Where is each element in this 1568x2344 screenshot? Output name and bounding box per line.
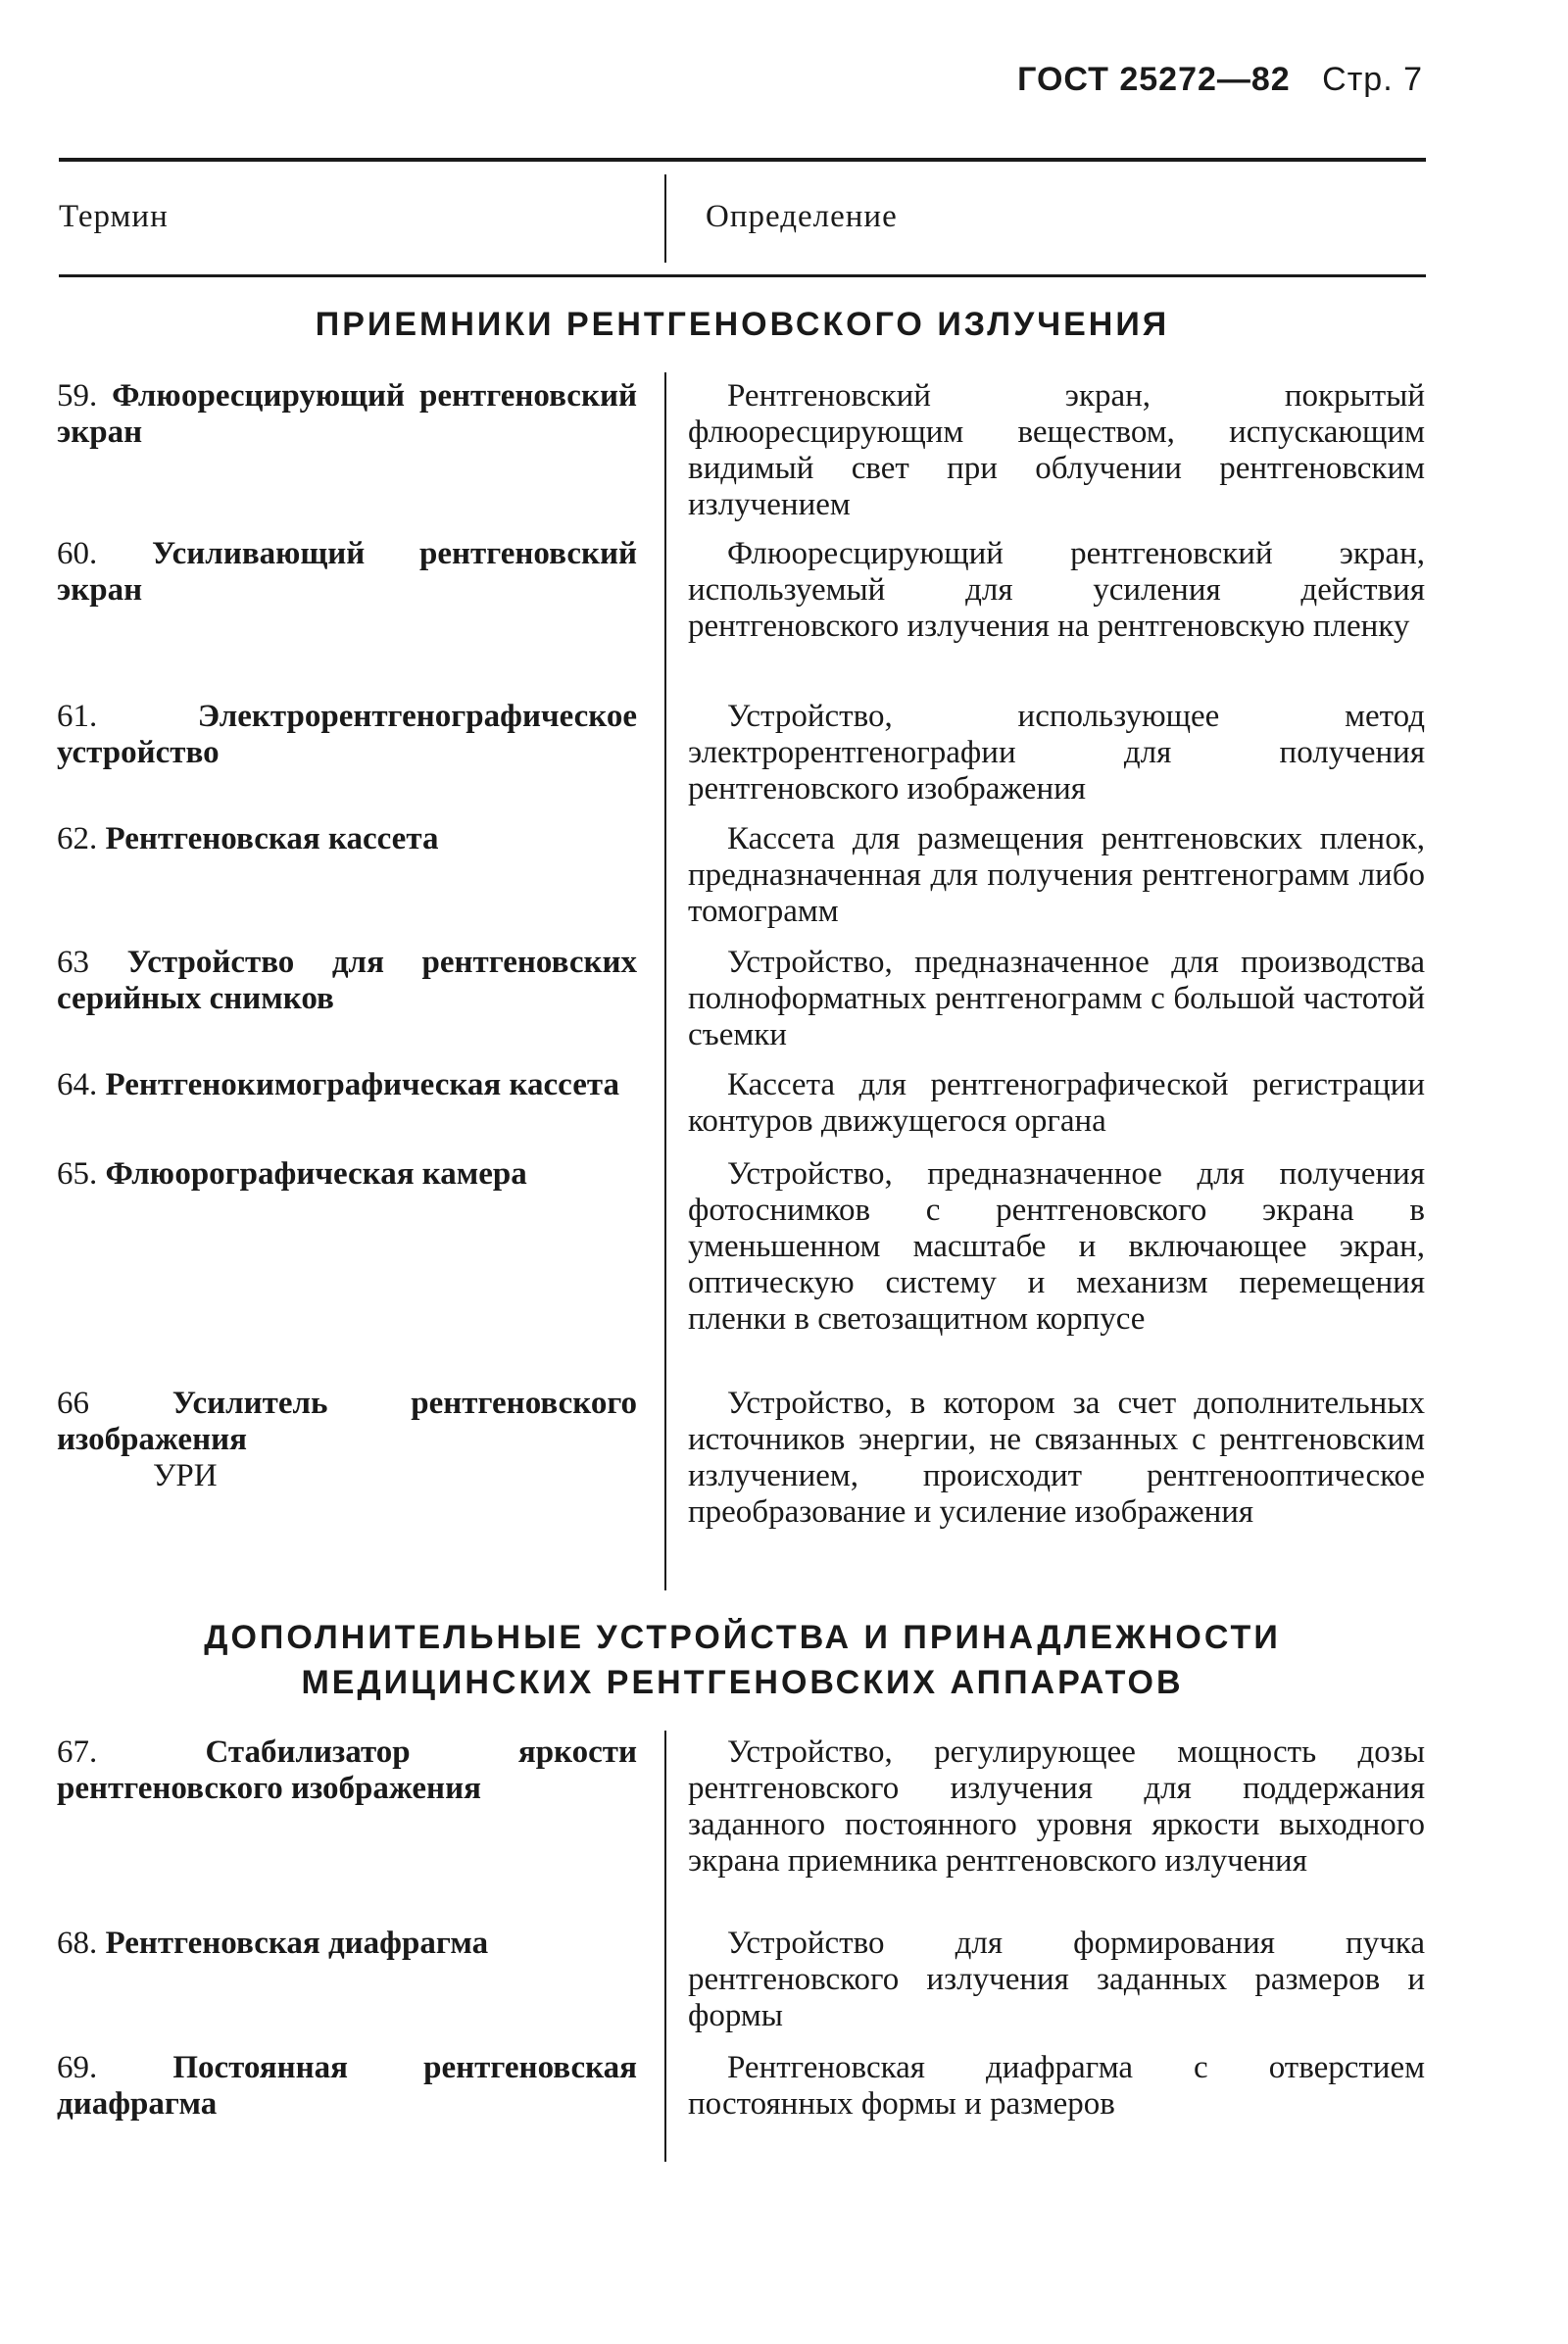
column-header-definition: Определение: [706, 199, 898, 234]
term-name: Стабилизатор яркости рентгеновского изображения: [57, 1734, 637, 1806]
section-title-line: ДОПОЛНИТЕЛЬНЫЕ УСТРОЙСТВА И ПРИНАДЛЕЖНОСТИ: [204, 1619, 1281, 1656]
table-header-rule: [59, 274, 1426, 277]
column-header-term: Термин: [59, 199, 169, 234]
term-number: 61.: [57, 699, 98, 734]
term-name: Рентгеновская диафрагма: [105, 1926, 489, 1961]
section-title: ПРИЕМНИКИ РЕНТГЕНОВСКОГО ИЗЛУЧЕНИЯ: [315, 306, 1170, 343]
column-divider: [664, 1731, 666, 2162]
term-number: 66: [57, 1386, 89, 1421]
section-title-line: МЕДИЦИНСКИХ РЕНТГЕНОВСКИХ АППАРАТОВ: [301, 1664, 1184, 1701]
term-entry: [57, 2050, 637, 2123]
term-definition: Устройство, предназначенное для производства полноформатных рентгенограмм с большой частотой съемки: [688, 945, 1425, 1052]
term-entry: [57, 699, 637, 771]
term-number: 63: [57, 945, 89, 980]
term-name: Флюоресцирующий рентгеновский экран: [57, 378, 637, 450]
term-name: Усиливающий рентгеновский экран: [57, 536, 638, 608]
term-definition: Устройство, использующее метод электрорентгенографии для получения рентгеновского изображения: [688, 699, 1425, 806]
term-number: 65.: [57, 1156, 98, 1192]
term-definition: Устройство, предназначенное для получения фотоснимков с рентгеновского экрана в уменьшенном масштабе и включающее экран, оптическую систему и механизм перемещения пленки в светозащитном корпусе: [688, 1156, 1425, 1337]
term-definition: Кассета для размещения рентгеновских пленок, предназначенная для получения рентгенограмм либо томограмм: [688, 821, 1425, 929]
term-entry: [57, 1386, 637, 1494]
term-definition: Кассета для рентгенографической регистрации контуров движущегося органа: [688, 1067, 1425, 1139]
page-number: Стр. 7: [1322, 61, 1423, 98]
term-entry: [57, 821, 637, 857]
section-title: [59, 1615, 1426, 1705]
standard-number: ГОСТ 25272—82: [1017, 61, 1291, 98]
term-definition: Рентгеновская диафрагма с отверстием постоянных формы и размеров: [688, 2050, 1425, 2122]
term-number: 67.: [57, 1734, 98, 1770]
term-name: Рентгенокимографическая кассета: [105, 1067, 619, 1102]
term-entry: [57, 378, 637, 451]
term-entry: [57, 1156, 637, 1193]
term-name: Рентгеновская кассета: [105, 821, 439, 856]
term-number: 60.: [57, 536, 98, 571]
table-top-rule: [59, 158, 1426, 162]
term-entry: [57, 1067, 637, 1103]
running-header: [1017, 61, 1423, 99]
term-definition: Флюоресцирующий рентгеновский экран, используемый для усиления действия рентгеновского излучения на рентгеновскую пленку: [688, 536, 1425, 644]
term-definition: Рентгеновский экран, покрытый флюоресцирующим веществом, испускающим видимый свет при облучении рентгеновским излучением: [688, 378, 1425, 522]
term-definition: Устройство, в котором за счет дополнительных источников энергии, не связанных с рентгеновским излучением, происходит рентгенооптическое преобразование и усиление изображения: [688, 1386, 1425, 1530]
term-definition: Устройство, регулирующее мощность дозы рентгеновского излучения для поддержания заданного постоянного уровня яркости выходного экрана приемника рентгеновского излучения: [688, 1734, 1425, 1879]
term-number: 64.: [57, 1067, 98, 1102]
term-entry: [57, 536, 637, 609]
column-divider: [664, 372, 666, 1590]
term-entry: [57, 945, 637, 1017]
term-name: Электрорентгенографическое устройство: [57, 699, 637, 770]
term-abbreviation: УРИ: [153, 1458, 218, 1493]
term-definition: Устройство для формирования пучка рентгеновского излучения заданных размеров и формы: [688, 1926, 1425, 2033]
term-number: 69.: [57, 2050, 98, 2085]
term-name: Флюорографическая камера: [105, 1156, 527, 1192]
term-number: 59.: [57, 378, 98, 414]
term-entry: [57, 1926, 637, 1962]
term-name: Усилитель рентгеновского изображения: [57, 1386, 637, 1457]
term-name: Устройство для рентгеновских серийных снимков: [57, 945, 637, 1016]
term-entry: [57, 1734, 637, 1807]
term-name: Постоянная рентгеновская диафрагма: [57, 2050, 637, 2122]
term-number: 62.: [57, 821, 98, 856]
term-number: 68.: [57, 1926, 98, 1961]
